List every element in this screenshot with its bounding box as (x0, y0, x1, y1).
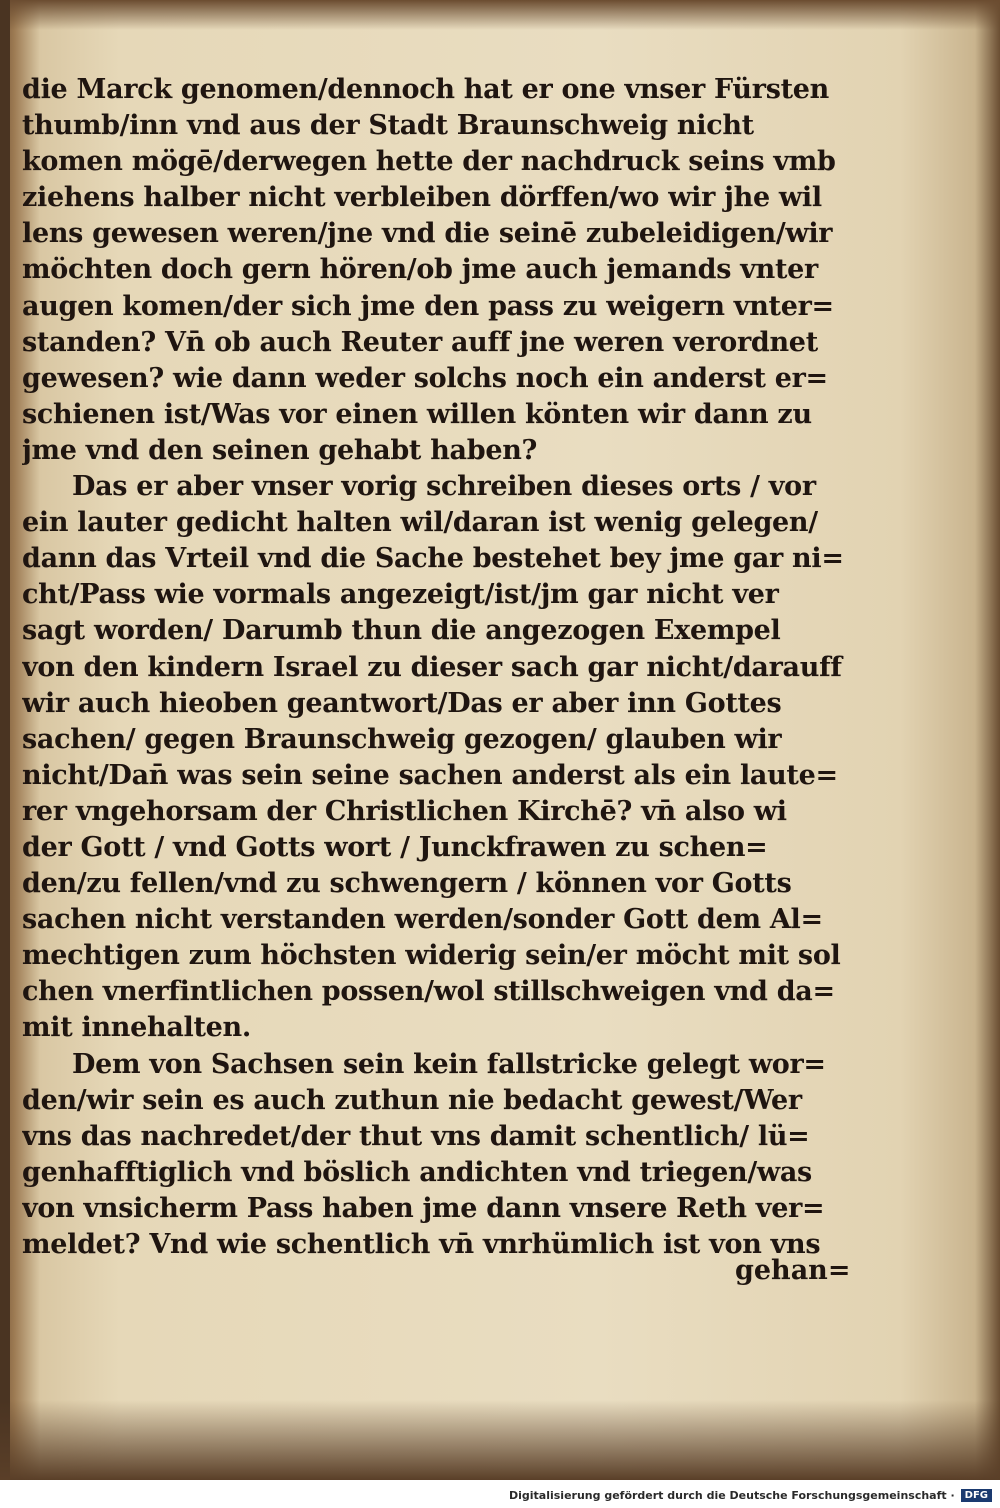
text-line: die Marck genomen/dennoch hat er one vnser Fürsten (22, 74, 829, 105)
text-line: nicht/Dan̄ was sein seine sachen anderst als ein laute= (22, 759, 838, 791)
text-line: dann das Vrteil vnd die Sache bestehet bey jme gar ni= (22, 543, 844, 575)
text-line: meldet? Vnd wie schentlich vn̄ vnrhümlich ist von vns (22, 1229, 821, 1260)
text-line: sachen nicht verstanden werden/sonder Gott dem Al= (22, 904, 823, 936)
text-line: genhafftiglich vnd böslich andichten vnd triegen/was (22, 1156, 812, 1188)
text-line: den/zu fellen/vnd zu schwengern / können vor Gotts (22, 868, 792, 900)
text-line: augen komen/der sich jme den pass zu weigern vnter= (22, 290, 834, 322)
text-line: sagt worden/ Darumb thun die angezogen Exempel (22, 615, 781, 647)
text-line: mechtigen zum höchsten widerig sein/er möcht mit sol (22, 940, 841, 972)
text-line: lens gewesen weren/jne vnd die seinē zubeleidigen/wir (22, 218, 833, 250)
text-line: von den kindern Israel zu dieser sach gar nicht/darauff (22, 651, 842, 683)
text-line: möchten doch gern hören/ob jme auch jemands vnter (22, 254, 818, 286)
text-line: chen vnerfintlichen possen/wol stillschweigen vnd da= (22, 976, 835, 1008)
text-line: cht/Pass wie vormals angezeigt/ist/jm gar nicht ver (22, 579, 779, 611)
text-line: von vnsicherm Pass haben jme dann vnsere Reth ver= (22, 1192, 825, 1224)
credit-text: Digitalisierung gefördert durch die Deutsche Forschungsgemeinschaft · (508, 1488, 955, 1502)
text-line: Dem von Sachsen sein kein fallstricke gelegt wor= (72, 1048, 826, 1080)
dfg-logo: DFG (961, 1489, 992, 1502)
text-line: komen mögē/derwegen hette der nachdruck seins vmb (22, 146, 836, 178)
text-line: vns das nachredet/der thut vns damit schentlich/ lü= (22, 1120, 810, 1152)
text-line: jme vnd den seinen gehabt haben? (22, 434, 538, 466)
text-line: standen? Vn̄ ob auch Reuter auff jne weren verordnet (22, 326, 818, 358)
catchword: gehan= (735, 1255, 851, 1286)
text-line: Das er aber vnser vorig schreiben dieses orts / vor (72, 471, 816, 503)
text-line: ein lauter gedicht halten wil/daran ist wenig gelegen/ (22, 507, 818, 539)
text-line: wir auch hieoben geantwort/Das er aber inn Gottes (22, 687, 782, 719)
digitization-credit (509, 1486, 992, 1504)
text-line: thumb/inn vnd aus der Stadt Braunschweig nicht (22, 110, 754, 142)
text-line: schienen ist/Was vor einen willen könten wir dann zu (22, 398, 812, 430)
text-line: mit innehalten. (22, 1012, 251, 1044)
text-line: sachen/ gegen Braunschweig gezogen/ glauben wir (22, 723, 782, 755)
text-line: der Gott / vnd Gotts wort / Junckfrawen zu schen= (22, 831, 768, 863)
text-line: rer vngehorsam der Christlichen Kirchē? vn̄ also wi (22, 795, 787, 827)
text-block (22, 72, 862, 1263)
text-line: ziehens halber nicht verbleiben dörffen/wo wir jhe wil (22, 182, 822, 214)
text-line: gewesen? wie dann weder solchs noch ein anderst er= (22, 362, 828, 394)
text-line: den/wir sein es auch zuthun nie bedacht gewest/Wer (22, 1084, 802, 1116)
book-binding (0, 0, 10, 1480)
